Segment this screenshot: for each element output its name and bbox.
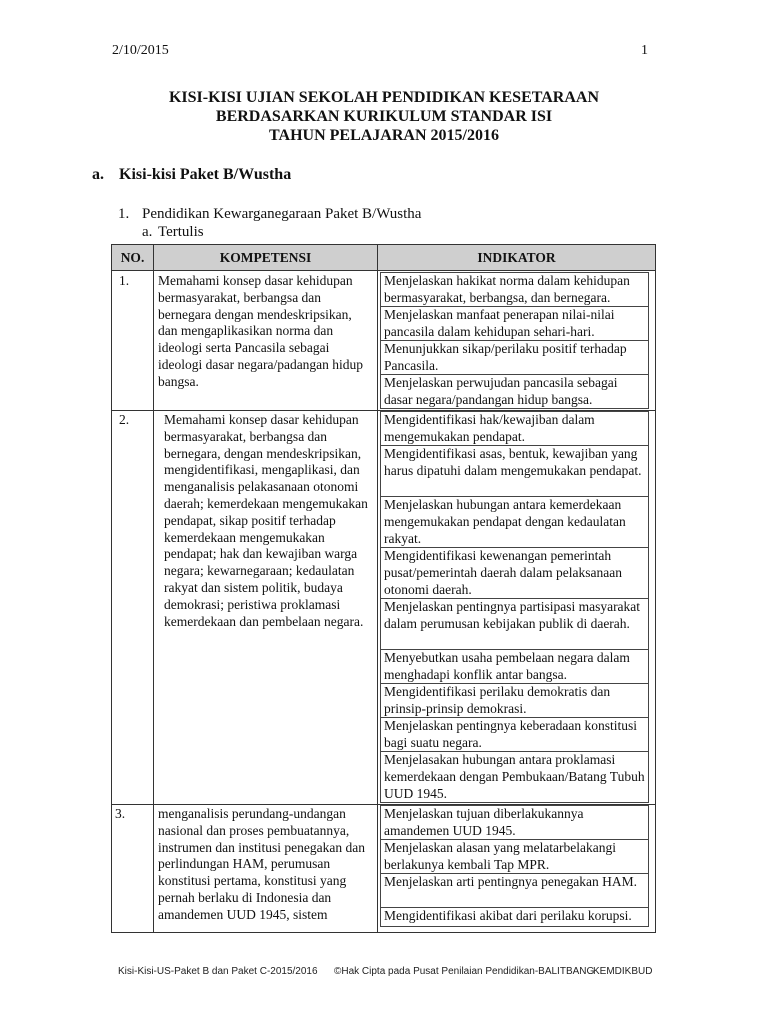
table-header-row [112,245,655,271]
row-3-indikator-1: Menjelaskan tujuan diberlakukannya amandemen UUD 1945. [380,805,649,840]
row-2-indikator-9: Menjelasakan hubungan antara proklamasi kemerdekaan dengan Pembukaan/Batang Tubuh UUD 1945. [380,751,649,803]
row-1-kompetensi: Memahami konsep dasar kehidupan bermasyarakat, berbangsa dan bernegara dengan mendeskripsikan, dan mengaplikasikan norma dan ideologi serta Pancasila sebagai ideologi dasar negara/padangan hidup bangsa. [158,273,364,389]
row-2-kompetensi: Memahami konsep dasar kehidupan bermasyarakat, berbangsa dan bernegara, dengan mendeskripsikan, mengidentifikasi, mengaplikasi, dan menganalisis pelakasanaan otonomi daerah; kemerdekaan mengemukakan pendapat, sikap positif terhadap kemerdekaan mengemukakan pendapat; hak dan kewajiban warga negara; kewarnegaraan; kedaulatan rakyat dan sistem politik, budaya demokrasi; peristiwa proklamasi kemerdekaan dan pembelaan negara. [164,412,368,629]
subject-heading [118,206,421,223]
row-2-indikator-4: Mengidentifikasi kewenangan pemerintah pusat/pemerintah daerah dalam pelaksanaan otonomi daerah. [380,547,649,599]
footer-institution: KEMDIKBUD [593,966,653,977]
column-divider-1 [153,245,154,932]
row-3-indikator-2: Menjelaskan alasan yang melatarbelakangi berlakunya kembali Tap MPR. [380,839,649,874]
row-2-indikator-5: Menjelaskan pentingnya partisipasi masyarakat dalam perumusan kebijakan publik di daerah. [380,598,649,650]
subsection-label: a. [142,224,153,240]
row-1-indikator-4: Menjelaskan perwujudan pancasila sebagai dasar negara/pandangan hidup bangsa. [380,374,649,409]
row-2-indikator-3: Menjelaskan hubungan antara kemerdekaan mengemukakan pendapat dengan kedaulatan rakyat. [380,496,649,548]
page-number: 1 [641,43,648,58]
subject-text: Pendidikan Kewarganegaraan Paket B/Wustha [142,206,422,222]
row-1-indikator-2: Menjelaskan manfaat penerapan nilai-nilai pancasila dalam kehidupan sehari-hari. [380,306,649,341]
subsection-heading [142,224,204,241]
title-line-2: BERDASARKAN KURIKULUM STANDAR ISI [215,108,553,125]
header-no: NO. [120,250,145,265]
row-3-indikator-3: Menjelaskan arti pentingnya penegakan HAM. [380,873,649,908]
section-label: a. [92,166,104,183]
footer-document-name: Kisi-Kisi-US-Paket B dan Paket C-2015/2016 [118,966,318,977]
column-divider-2 [377,245,378,932]
row-2-indikator-7: Mengidentifikasi perilaku demokratis dan prinsip-prinsip demokrasi. [380,683,649,718]
title-line-3: TAHUN PELAJARAN 2015/2016 [269,127,499,144]
document-title [100,88,668,145]
header-indikator: INDIKATOR [477,250,556,265]
header-kompetensi: KOMPETENSI [219,250,312,265]
subject-label: 1. [118,206,130,222]
row-2-indikator-1: Mengidentifikasi hak/kewajiban dalam mengemukakan pendapat. [380,411,649,446]
row-1-indikator-1: Menjelaskan hakikat norma dalam kehidupan bermasyarakat, berbangsa, dan bernegara. [380,272,649,307]
row-3-indikator-4: Mengidentifikasi akibat dari perilaku korupsi. [380,907,649,927]
row-3-no: 3. [115,806,126,821]
row-2-indikator-2: Mengidentifikasi asas, bentuk, kewajiban yang harus dipatuhi dalam mengemukakan pendapat. [380,445,649,497]
row-3-kompetensi: menganalisis perundang-undangan nasional dan proses pembuatannya, instrumen dan institusi penegakan dan perlindungan HAM, perumusan konstitusi pertama, konstitusi yang pernah berlaku di Indonesia dan amandemen UUD 1945, sistem [158,806,365,922]
row-1-indikator-3: Menunjukkan sikap/perilaku positif terhadap Pancasila. [380,340,649,375]
row-2-no: 2. [119,412,130,427]
row-1-no: 1. [119,273,130,288]
section-heading [92,166,291,184]
row-2-indikator-8: Menjelaskan pentingnya keberadaan konstitusi bagi suatu negara. [380,717,649,752]
title-line-1: KISI-KISI UJIAN SEKOLAH PENDIDIKAN KESETARAAN [168,89,599,106]
subsection-text: Tertulis [158,224,204,240]
section-text: Kisi-kisi Paket B/Wustha [119,166,292,183]
header-date: 2/10/2015 [112,43,169,58]
row-2-indikator-6: Menyebutkan usaha pembelaan negara dalam menghadapi konflik antar bangsa. [380,649,649,684]
kisi-kisi-table [111,244,656,933]
footer-copyright: ©Hak Cipta pada Pusat Penilaian Pendidikan-BALITBANG [334,966,595,977]
